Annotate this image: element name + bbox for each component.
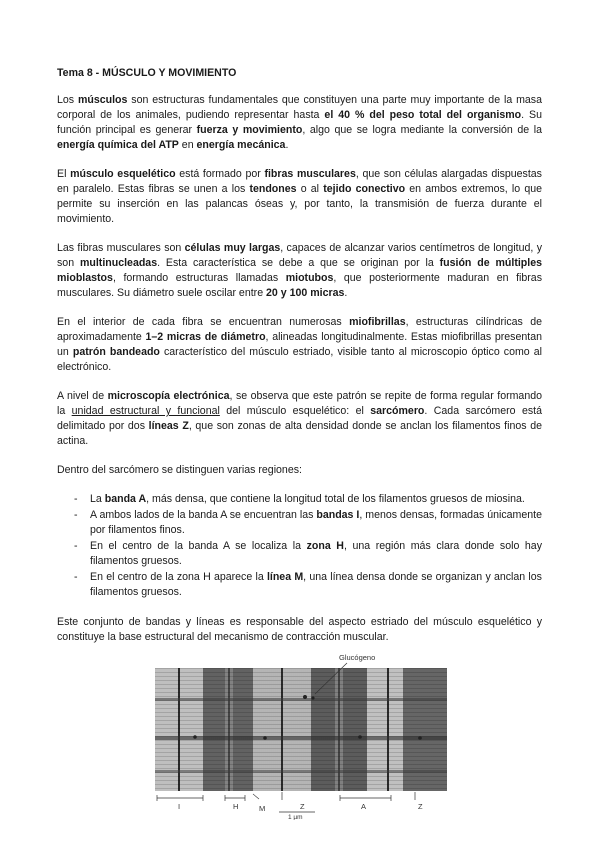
glycogen-label: Glucógeno [339,653,376,662]
paragraph-regions-intro: Dentro del sarcómero se distinguen varias regiones: [57,464,302,476]
list-item: - La banda A, más densa, que contiene la longitud total de los filamentos gruesos de miosina. [74,493,525,505]
list-item: - En el centro de la zona H aparece la línea M, una línea densa donde se organizan y anclan los filamentos gruesos. [74,571,542,598]
label-A: A [361,802,367,811]
paragraph-myofibrils: En el interior de cada fibra se encuentran numerosas miofibrillas, estructuras cilíndricas de aproximadamente 1–2 micras de diámetro, alineadas longitudinalmente. Estas miofibrillas presentan un patrón bandeado característico del músculo estriado, visible tanto al microscopio óptico como al electrónico. [57,316,542,373]
label-I: I [178,802,181,811]
micrograph-image [155,668,447,791]
label-M: M [259,804,266,813]
label-H: H [233,802,239,811]
paragraph-conclusion: Este conjunto de bandas y líneas es responsable del aspecto estriado del músculo esquelético y constituye la base estructural del mecanismo de contracción muscular. [57,616,542,643]
paragraph-intro: Los músculos son estructuras fundamentales que constituyen una parte muy importante de la masa corporal de los animales, pudiendo representar hasta el 40 % del peso total del organismo. Su función principal es generar fuerza y movimiento, algo que se logra mediante la conversión de la energía química del ATP en energía mecánica. [57,94,542,151]
label-Z: Z [300,802,305,811]
list-item: - A ambos lados de la banda A se encuentran las bandas I, menos densas, formadas únicamente por filamentos finos. [74,509,542,536]
paragraph-skeletal-muscle: El músculo esquelético está formado por fibras musculares, que son células alargadas dispuestas en paralelo. Estas fibras se unen a los tendones o al tejido conectivo en ambos extremos, lo que permite su inserción en las palancas óseas y, por tanto, la transmisión de fuerza durante el movimiento. [57,168,542,225]
list-item: - En el centro de la banda A se localiza la zona H, una región más clara donde solo hay filamentos gruesos. [74,540,542,567]
label-Z: Z [418,802,423,811]
scale-bar-label: 1 µm [288,814,303,820]
electron-micrograph-figure [155,648,447,820]
regions-list [57,492,542,600]
document-page [57,66,542,659]
paragraph-muscle-fibers: Las fibras musculares son células muy largas, capaces de alcanzar varios centímetros de longitud, y son multinucleadas. Esta característica se debe a que se originan por la fusión de múltiples mioblastos, formando estructuras llamadas miotubos, que posteriormente maduran en fibras musculares. Su diámetro suele oscilar entre 20 y 100 micras. [57,242,542,299]
paragraph-sarcomere: A nivel de microscopía electrónica, se observa que este patrón se repite de forma regular formando la unidad estructural y funcional del músculo esquelético: el sarcómero. Cada sarcómero está delimitado por dos líneas Z, que son zonas de alta densidad donde se anclan los filamentos finos de actina. [57,390,543,447]
page-title: Tema 8 - MÚSCULO Y MOVIMIENTO [57,67,237,79]
